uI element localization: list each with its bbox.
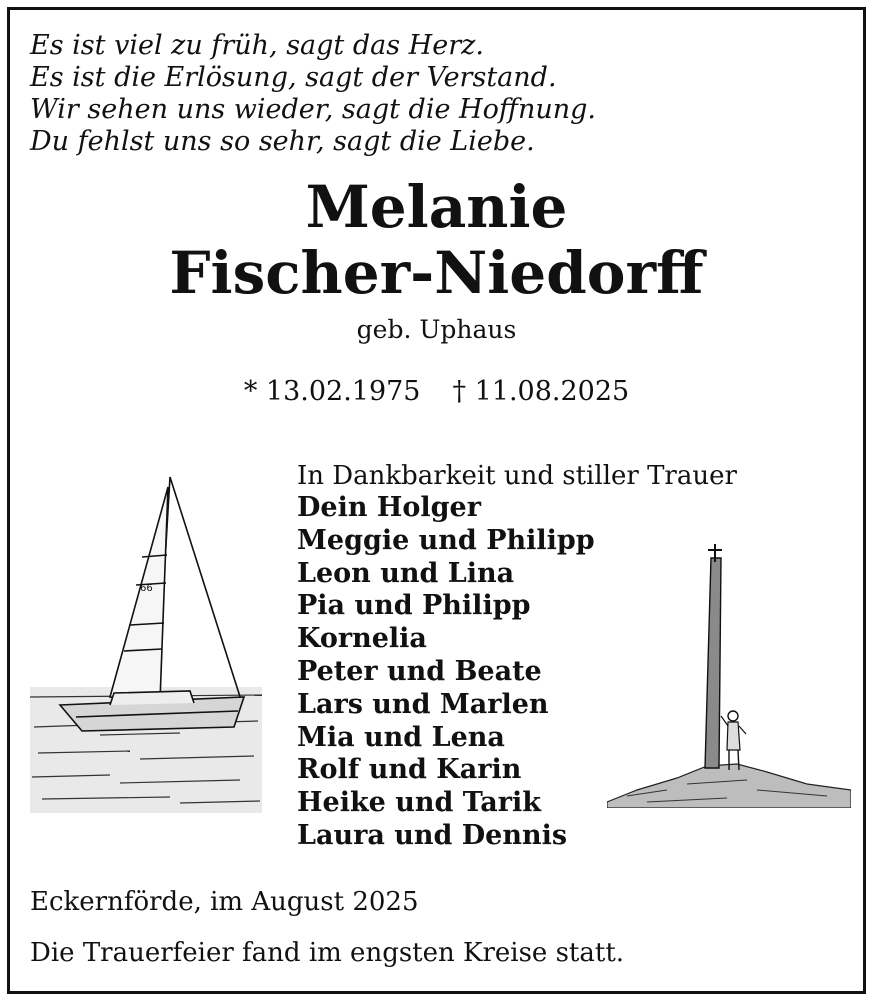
mourner-name: Rolf und Karin (297, 754, 522, 786)
death-date: † 11.08.2025 (452, 376, 630, 407)
verse-line: Du fehlst uns so sehr, sagt die Liebe. (30, 126, 535, 157)
verse-line: Es ist viel zu früh, sagt das Herz. (30, 30, 484, 61)
poem-verse (30, 30, 596, 158)
life-dates (10, 376, 863, 407)
mourner-name: Mia und Lena (297, 721, 505, 753)
sailboat-image (30, 465, 262, 813)
deceased-last-name: Fischer-Niedorff (169, 239, 704, 307)
mourner-name: Meggie und Philipp (297, 524, 595, 556)
verse-line: Es ist die Erlösung, sagt der Verstand. (30, 62, 557, 93)
mourner-name: Lars und Marlen (297, 688, 549, 720)
birth-date: * 13.02.1975 (243, 376, 421, 407)
mourners-intro: In Dankbarkeit und stiller Trauer (297, 461, 737, 491)
notice-border (7, 7, 866, 994)
mourner-name: Kornelia (297, 623, 427, 655)
verse-line: Wir sehen uns wieder, sagt die Hoffnung. (30, 94, 596, 125)
sail-number: 66 (140, 583, 153, 594)
funeral-note: Die Trauerfeier fand im engsten Kreise statt. (30, 938, 625, 968)
birth-name: geb. Uphaus (356, 315, 517, 344)
summit-cross-image (607, 540, 851, 808)
mourner-name: Dein Holger (297, 492, 481, 523)
deceased-first-name: Melanie (305, 173, 568, 241)
mourner-name: Laura und Dennis (297, 819, 568, 851)
mourner-name: Peter und Beate (297, 655, 542, 687)
mourner-name: Leon und Lina (297, 557, 515, 589)
place-and-date: Eckernförde, im August 2025 (30, 887, 419, 917)
mourner-name: Heike und Tarik (297, 787, 541, 819)
mourner-name: Pia und Philipp (297, 590, 531, 622)
